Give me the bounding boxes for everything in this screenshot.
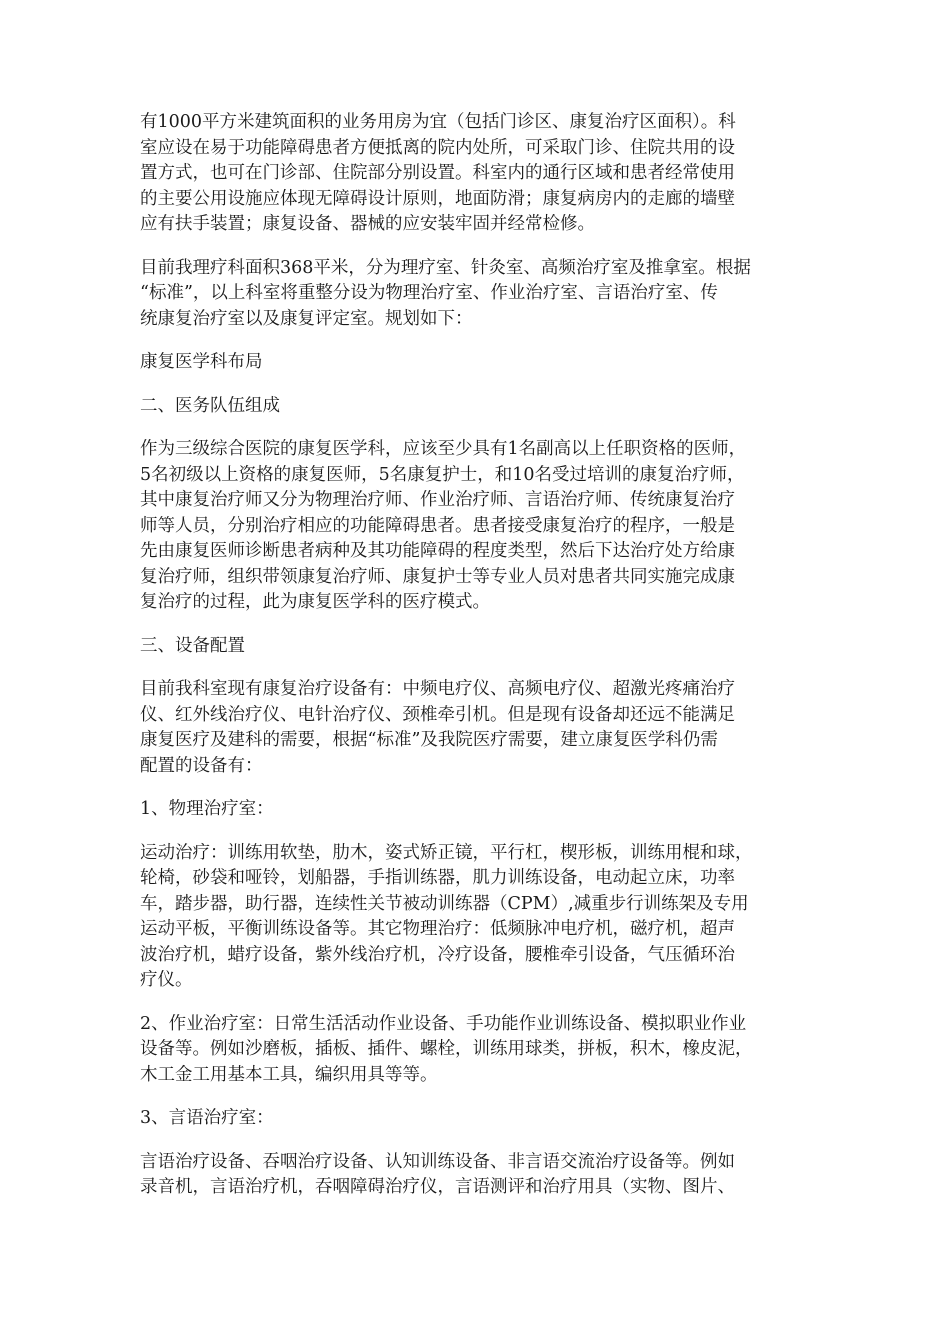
paragraph-current-area: 目前我理疗科面积368平米，分为理疗室、针灸室、高频治疗室及推拿室。根据 “标准”，以上科室将重整分设为物理治疗室、作业治疗室、言语治疗室、传 统康复治疗室以及康复评定室。规划如下： xyxy=(140,257,751,329)
document-page xyxy=(140,110,815,1219)
paragraph-current-equipment: 目前我科室现有康复治疗设备有：中频电疗仪、高频电疗仪、超激光疼痛治疗 仪、红外线治疗仪、电针治疗仪、颈椎牵引机。但是现有设备却还远不能满足 康复医疗及建科的需要，根据“标准”及我院医疗需要，建立康复医学科仍需 配置的设备有： xyxy=(140,679,735,776)
heading-medical-team: 二、医务队伍组成 xyxy=(140,395,280,416)
paragraph-facility-requirements: 有1000平方米建筑面积的业务用房为宜（包括门诊区、康复治疗区面积）。科 室应设在易于功能障碍患者方便抵离的院内处所，可采取门诊、住院共用的设 置方式，也可在门诊部、住院部分别设置。科室内的通行区域和患者经常使用 的主要公用设施应体现无障碍设计原则，地面防滑；康复病房内的走廊的墙壁 应有扶手装置；康复设备、器械的应安装牢固并经常检修。 xyxy=(140,112,736,234)
paragraph-occupational-therapy-room: 2、作业治疗室：日常生活活动作业设备、手功能作业训练设备、模拟职业作业 设备等。例如沙磨板，插板、插件、螺栓，训练用球类，拼板，积木，橡皮泥， 木工金工用基本工具，编织用具等等。 xyxy=(140,1013,753,1085)
heading-equipment: 三、设备配置 xyxy=(140,635,245,656)
heading-speech-therapy-room: 3、言语治疗室： xyxy=(140,1108,274,1128)
heading-physical-therapy-room: 1、物理治疗室： xyxy=(140,799,274,819)
heading-department-layout: 康复医学科布局 xyxy=(140,352,263,372)
paragraph-medical-team: 作为三级综合医院的康复医学科，应该至少具有1名副高以上任职资格的医师， 5名初级以上资格的康复医师，5名康复护士，和10名受过培训的康复治疗师， 其中康复治疗师又分为物理治疗师、作业治疗师、言语治疗师、传统康复治疗 师等人员，分别治疗相应的功能障碍患者。患者接受康复治疗的程序，一般是 先由康复医师诊断患者病种及其功能障碍的程度类型，然后下达治疗处方给康 复治疗师，组织带领康复治疗师、康复护士等专业人员对患者共同实施完成康 复治疗的过程，此为康复医学科的医疗模式。 xyxy=(140,439,747,612)
paragraph-speech-therapy-equipment: 言语治疗设备、吞咽治疗设备、认知训练设备、非言语交流治疗设备等。例如 录音机，言语治疗机，吞咽障碍治疗仪，言语测评和治疗用具（实物、图片、 xyxy=(140,1151,735,1197)
paragraph-physical-therapy-equipment: 运动治疗：训练用软垫，肋木，姿式矫正镜，平行杠，楔形板，训练用棍和球， 轮椅，砂袋和哑铃，划船器，手指训练器，肌力训练设备，电动起立床，功率 车，踏步器，助行器，连续性关节被动训练器（CPM）,减重步行训练架及专用 运动平板，平衡训练设备等。其它物理治疗：低频脉冲电疗机，磁疗机，超声 波治疗机，蜡疗设备，紫外线治疗机，冷疗设备，腰椎牵引设备，气压循环治 疗仪。 xyxy=(140,842,753,990)
